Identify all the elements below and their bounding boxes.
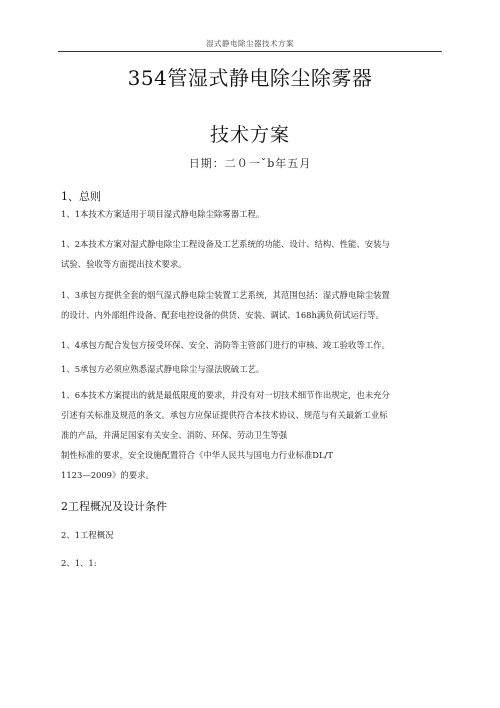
paragraph-1-2 <box>61 234 441 274</box>
paragraph-line: 准的产品，并满足国家有关安全、消防、环保、劳动卫生等强 <box>61 430 288 440</box>
paragraph-line: 引述有关标准及规范的条文。承包方应保证提供符合本技术协议、规范与有关最新工业标 <box>61 410 388 420</box>
paragraph-line: 的设计、内外部组件设备、配套电控设备的供货、安装、调试、168h满负荷试运行等。 <box>61 310 384 320</box>
paragraph-2-1-1 <box>61 553 441 573</box>
paragraph-line: 试验、验收等方面提出技术要求。 <box>61 259 187 269</box>
paragraph-line: 1、5承包方必须应熟悉湿式静电除尘与湿法脱硫工艺。 <box>61 364 265 374</box>
paragraph-1-6 <box>61 385 441 485</box>
section-heading-project-overview: 2工程概况及设计条件 <box>61 500 167 513</box>
paragraph-1-3 <box>61 285 441 325</box>
paragraph-2-1 <box>61 525 441 545</box>
paragraph-line: 1、2本技术方案对湿式静电除尘工程设备及工艺系统的功能、设计、结构、性能、安装与 <box>61 239 390 249</box>
paragraph-1-4 <box>61 335 441 355</box>
paragraph-line: 1、1本技术方案适用于项目湿式静电除尘除雾器工程。 <box>61 209 265 219</box>
paragraph-line: 1、3承包方提供全套的烟气湿式静电除尘装置工艺系统，其范围包括：湿式静电除尘装置 <box>61 290 390 300</box>
paragraph-1-5 <box>61 359 441 379</box>
paragraph-line: 2、1、1: <box>61 558 97 568</box>
section-heading-general: 1、总则 <box>61 190 101 203</box>
document-title: 354管湿式静电除尘除雾器 <box>127 66 373 90</box>
paragraph-line: 1123—2009》的要求。 <box>61 470 154 480</box>
paragraph-line: 2、1工程概况 <box>61 530 114 540</box>
running-header: 湿式静电除尘器技术方案 <box>206 39 294 48</box>
document-subtitle: 技术方案 <box>209 124 290 146</box>
paragraph-line: 1、6本技术方案提出的就是最低限度的要求，并没有对一切技术细节作出规定，也未充分 <box>61 390 390 400</box>
document-date: 日期：二０一ˇb年五月 <box>188 157 312 170</box>
paragraph-line: 1、4承包方配合发包方接受环保、安全、消防等主管部门进行的审核、竣工验收等工作。 <box>61 340 390 350</box>
paragraph-1-1 <box>61 204 441 224</box>
header-divider <box>58 51 442 52</box>
paragraph-line: 制性标准的要求，安全设施配置符合《中华人民共与国电力行业标准DL/T <box>61 450 333 460</box>
